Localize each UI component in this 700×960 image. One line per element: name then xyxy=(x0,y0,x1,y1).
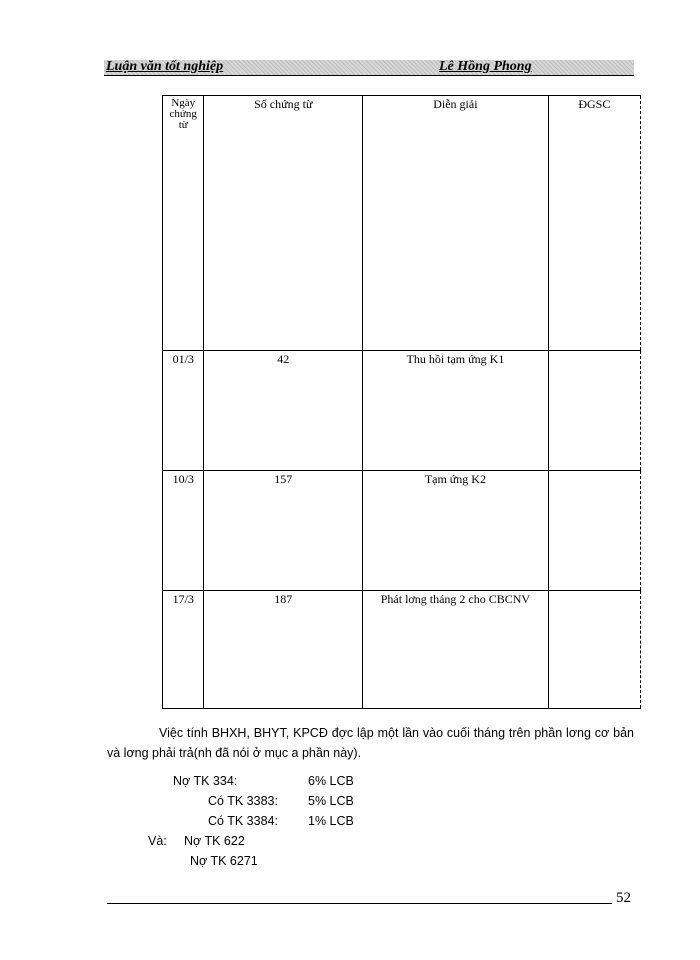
cell-number: 187 xyxy=(204,591,363,709)
and-label: Và: xyxy=(148,834,167,848)
cell-description: Thu hồi tạm ứng K1 xyxy=(363,351,549,471)
cell-dgsc xyxy=(548,591,640,709)
table-header-row xyxy=(163,96,641,351)
cell-description: Phát lơng tháng 2 cho CBCNV xyxy=(363,591,549,709)
cell-number: 157 xyxy=(204,471,363,591)
ledger-table xyxy=(162,95,641,709)
table-row xyxy=(163,471,641,591)
cell-date: 01/3 xyxy=(163,351,204,471)
cell-number: 42 xyxy=(204,351,363,471)
entry-value: 6% LCB xyxy=(308,774,354,788)
column-header-description: Diễn giải xyxy=(363,96,549,351)
entry-label: Có TK 3383: xyxy=(208,794,278,808)
column-header-date: Ngày chứng từ xyxy=(163,96,204,351)
cell-dgsc xyxy=(548,471,640,591)
column-header-dgsc: ĐGSC xyxy=(548,96,640,351)
cell-date: 10/3 xyxy=(163,471,204,591)
entry-value: 1% LCB xyxy=(308,814,354,828)
table-row xyxy=(163,351,641,471)
cell-dgsc xyxy=(548,351,640,471)
header-author: Lê Hồng Phong xyxy=(439,59,532,74)
entry-value: 5% LCB xyxy=(308,794,354,808)
page-number: 52 xyxy=(616,890,631,906)
table-row xyxy=(163,591,641,709)
entry-label: Có TK 3384: xyxy=(208,814,278,828)
column-header-number: Số chứng từ xyxy=(204,96,363,351)
page-header xyxy=(104,60,634,76)
body-paragraph: Việc tính BHXH, BHYT, KPCĐ đợc lập một lần vào cuối tháng trên phần lơng cơ bản và lơng phải trả(nh đã nói ở mục a phần này). xyxy=(107,726,634,760)
entry-label: Nợ TK 622 xyxy=(184,834,245,848)
entry-label: Nợ TK 6271 xyxy=(190,854,258,868)
cell-description: Tạm ứng K2 xyxy=(363,471,549,591)
entry-label: Nợ TK 334: xyxy=(173,774,238,788)
footer-rule xyxy=(107,903,612,904)
cell-date: 17/3 xyxy=(163,591,204,709)
header-thesis-title: Luận văn tốt nghiệp xyxy=(106,59,224,74)
